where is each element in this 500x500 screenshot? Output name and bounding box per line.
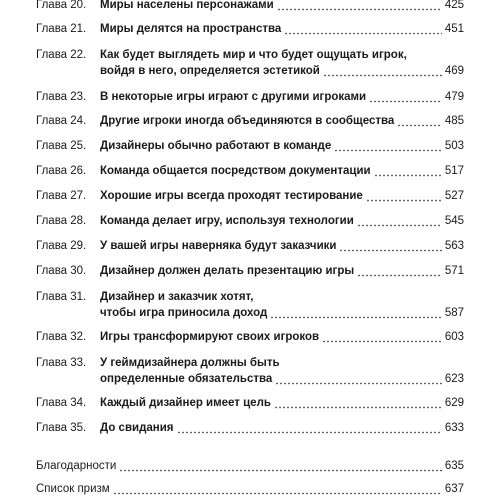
page-number: 469 (444, 65, 464, 77)
page-number: 571 (444, 265, 464, 277)
page-number: 517 (444, 165, 464, 177)
page-number: 587 (444, 307, 464, 319)
chapter-number: Глава 33. (36, 357, 87, 369)
page-number: 425 (444, 0, 464, 11)
page-number: 545 (444, 215, 464, 227)
dot-leader (284, 21, 442, 37)
page-number: 479 (444, 91, 464, 103)
dot-leader (270, 305, 441, 321)
dot-leader (397, 113, 441, 129)
page-number: 603 (444, 331, 464, 343)
chapter-title: Как будет выглядеть мир и что будет ощущать игрок, (100, 49, 407, 61)
page-number: 637 (444, 483, 464, 495)
chapter-title: Команда общается посредством документации (100, 165, 371, 177)
chapter-number: Глава 23. (36, 91, 87, 103)
dot-leader (374, 163, 442, 179)
chapter-title: Миры делятся на пространства (100, 23, 282, 35)
dot-leader (322, 329, 442, 345)
chapter-number: Глава 22. (36, 49, 87, 61)
dot-leader (334, 138, 442, 154)
chapter-title: Хорошие игры всегда проходят тестирование (100, 190, 363, 202)
page-number: 527 (444, 190, 464, 202)
page-number: 635 (444, 460, 464, 472)
chapter-title: Дизайнер должен делать презентацию игры (100, 265, 355, 277)
page-number: 623 (444, 373, 464, 385)
chapter-number: Глава 20. (36, 0, 87, 11)
section-title: Список призм (36, 483, 110, 495)
page-number: 563 (444, 240, 464, 252)
dot-leader (366, 188, 442, 204)
page-number: 503 (444, 140, 464, 152)
chapter-number: Глава 27. (36, 190, 87, 202)
dot-leader (277, 0, 442, 13)
chapter-number: Глава 29. (36, 240, 87, 252)
chapter-title: Миры населены персонажами (100, 0, 274, 11)
page-number: 485 (444, 115, 464, 127)
chapter-title: Дизайнер и заказчик хотят, (100, 291, 254, 303)
page-number: 451 (444, 23, 464, 35)
page-number: 633 (444, 422, 464, 434)
dot-leader (339, 238, 441, 254)
dot-leader (119, 458, 442, 474)
chapter-title: Дизайнеры обычно работают в команде (100, 140, 332, 152)
chapter-title: Каждый дизайнер имеет цель (100, 397, 271, 409)
dot-leader (274, 395, 442, 411)
chapter-number: Глава 35. (36, 422, 87, 434)
chapter-number: Глава 25. (36, 140, 87, 152)
chapter-title: В некоторые игры играют с другими игроками (100, 91, 367, 103)
page-number: 629 (444, 397, 464, 409)
dot-leader (275, 371, 441, 387)
chapter-title: Команда делает игру, используя технологии (100, 215, 354, 227)
dot-leader (177, 420, 442, 436)
dot-leader (369, 89, 442, 105)
chapter-number: Глава 21. (36, 23, 87, 35)
dot-leader (357, 213, 442, 229)
dot-leader (323, 63, 442, 79)
dot-leader (357, 263, 442, 279)
chapter-title: чтобы игра приносила доход (100, 307, 268, 319)
chapter-title: определенные обязательства (100, 373, 273, 385)
chapter-title: У вашей игры наверняка будут заказчики (100, 240, 337, 252)
chapter-title: До свидания (100, 422, 174, 434)
chapter-number: Глава 30. (36, 265, 87, 277)
chapter-number: Глава 34. (36, 397, 87, 409)
chapter-title: войдя в него, определяется эстетикой (100, 65, 320, 77)
chapter-number: Глава 28. (36, 215, 87, 227)
chapter-title: Другие игроки иногда объединяются в сообщества (100, 115, 395, 127)
chapter-number: Глава 24. (36, 115, 87, 127)
section-title: Благодарности (36, 460, 117, 472)
chapter-number: Глава 32. (36, 331, 87, 343)
chapter-title: Игры трансформируют своих игроков (100, 331, 320, 343)
dot-leader (113, 481, 442, 497)
chapter-title: У геймдизайнера должны быть (100, 357, 280, 369)
chapter-number: Глава 26. (36, 165, 87, 177)
chapter-number: Глава 31. (36, 291, 87, 303)
